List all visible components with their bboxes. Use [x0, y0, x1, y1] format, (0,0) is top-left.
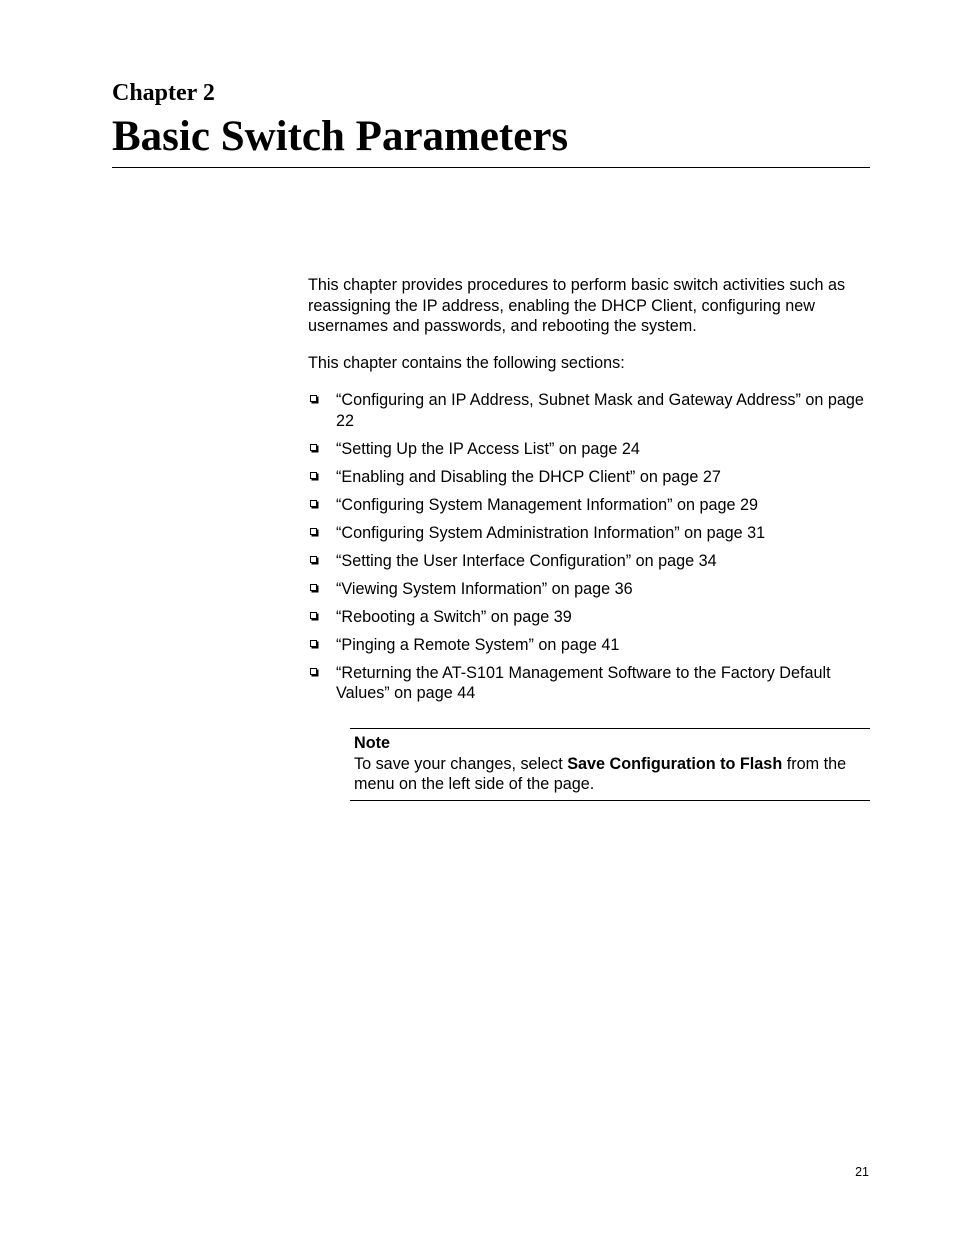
list-item	[308, 523, 874, 544]
checkbox-square-icon	[310, 640, 317, 647]
checkbox-square-icon	[310, 584, 317, 591]
note-text	[354, 755, 846, 794]
list-item	[308, 390, 874, 431]
list-item	[308, 635, 874, 656]
section-list	[308, 390, 874, 704]
note-heading: Note	[354, 734, 390, 752]
section-link-text[interactable]: “Configuring System Administration Information” on page 31	[336, 523, 766, 542]
checkbox-square-icon	[310, 528, 317, 535]
intro-paragraph: This chapter provides procedures to perform basic switch activities such as reassigning the IP address, enabling the DHCP Client, configuring new usernames and passwords, and rebooting the system.	[308, 276, 846, 335]
checkbox-square-icon	[310, 395, 317, 402]
section-link-text[interactable]: “Configuring System Management Information” on page 29	[336, 495, 759, 514]
section-link-text[interactable]: “Viewing System Information” on page 36	[336, 579, 633, 598]
section-link-text[interactable]: “Setting Up the IP Access List” on page 24	[336, 439, 640, 458]
note-box	[350, 728, 870, 801]
note-text-before: To save your changes, select	[354, 754, 568, 773]
note-text-after: from the menu on the left side of the page.	[354, 754, 847, 793]
page-number: 21	[855, 1165, 869, 1179]
section-link-text[interactable]: “Configuring an IP Address, Subnet Mask and Gateway Address” on page 22	[336, 391, 864, 430]
checkbox-square-icon	[310, 472, 317, 479]
chapter-label: Chapter 2	[112, 80, 215, 106]
chapter-content	[308, 275, 874, 711]
checkbox-square-icon	[310, 500, 317, 507]
checkbox-square-icon	[310, 612, 317, 619]
section-link-text[interactable]: “Enabling and Disabling the DHCP Client” on page 27	[336, 467, 721, 486]
title-rule	[112, 167, 870, 168]
list-item	[308, 607, 874, 628]
chapter-title: Basic Switch Parameters	[112, 113, 569, 160]
list-item	[308, 579, 874, 600]
checkbox-square-icon	[310, 556, 317, 563]
section-link-text[interactable]: “Pinging a Remote System” on page 41	[336, 635, 620, 654]
section-link-text[interactable]: “Rebooting a Switch” on page 39	[336, 607, 572, 626]
sections-lead-paragraph: This chapter contains the following sections:	[308, 353, 625, 372]
section-link-text[interactable]: “Returning the AT-S101 Management Software to the Factory Default Values” on page 44	[336, 663, 831, 702]
checkbox-square-icon	[310, 668, 317, 675]
list-item	[308, 467, 874, 488]
section-link-text[interactable]: “Setting the User Interface Configuration” on page 34	[336, 551, 717, 570]
checkbox-square-icon	[310, 444, 317, 451]
list-item	[308, 551, 874, 572]
list-item	[308, 663, 874, 704]
list-item	[308, 495, 874, 516]
note-menu-item-name: Save Configuration to Flash	[567, 754, 783, 773]
list-item	[308, 439, 874, 460]
